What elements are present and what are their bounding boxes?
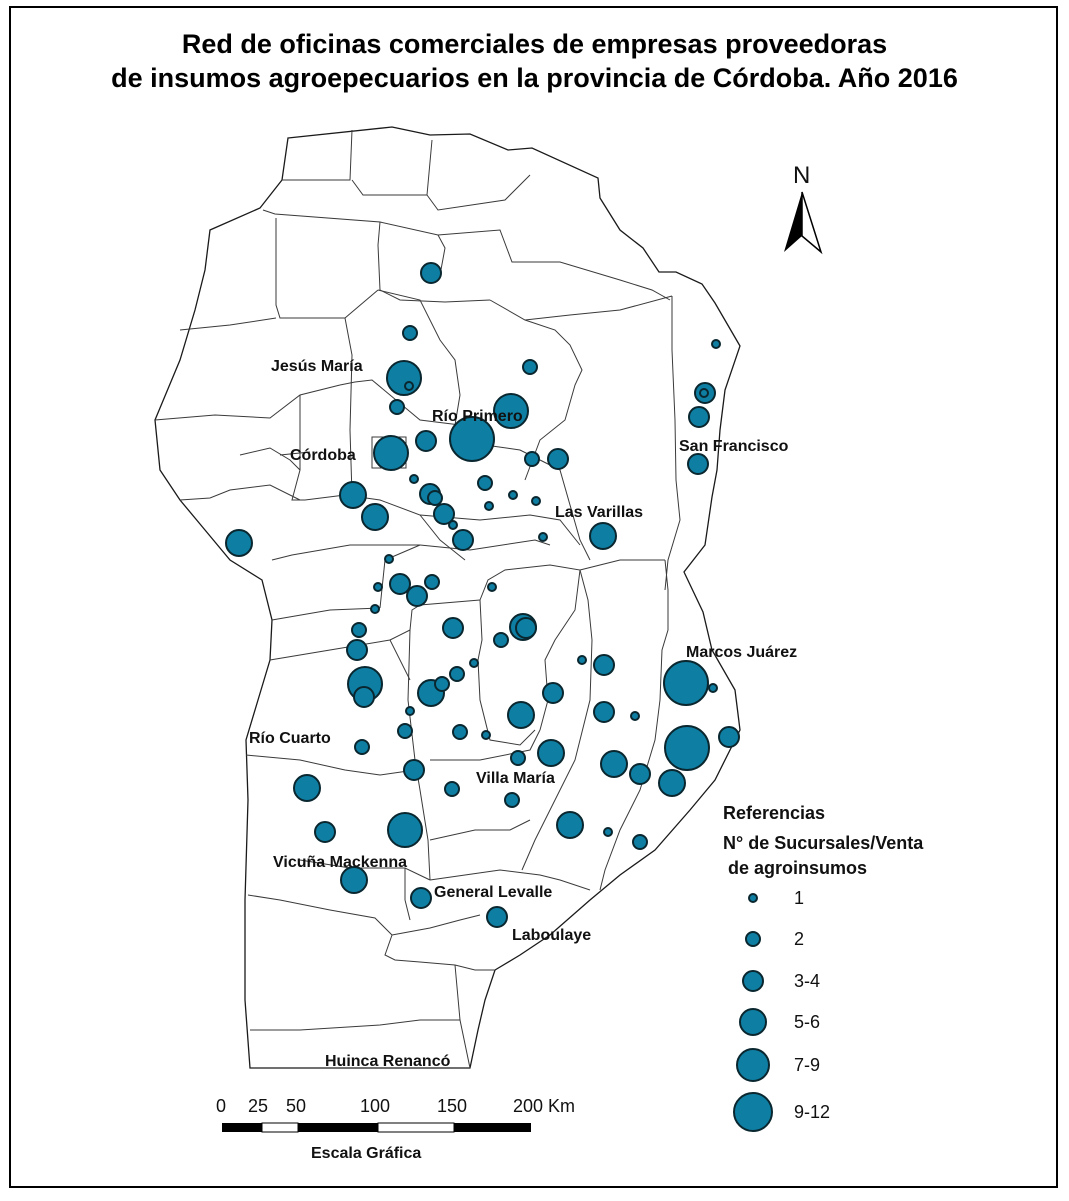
city-label-villa-maria: Villa María bbox=[476, 770, 555, 787]
office-marker bbox=[700, 389, 708, 397]
legend-symbol-3 bbox=[743, 971, 763, 991]
office-marker bbox=[689, 407, 709, 427]
scale-bar bbox=[216, 1096, 575, 1162]
office-marker bbox=[428, 491, 442, 505]
office-marker bbox=[516, 618, 536, 638]
office-marker bbox=[505, 793, 519, 807]
city-label-rio-primero: Río Primero bbox=[432, 408, 523, 425]
legend-symbol-4 bbox=[740, 1009, 766, 1035]
legend-class-label: 9-12 bbox=[794, 1102, 831, 1122]
city-label-laboulaye: Laboulaye bbox=[512, 927, 592, 944]
legend-class-label: 2 bbox=[794, 929, 805, 949]
office-marker bbox=[538, 740, 564, 766]
legend-title: Referencias bbox=[723, 803, 826, 823]
office-marker bbox=[719, 727, 739, 747]
scale-tick-label: 50 bbox=[286, 1096, 307, 1116]
office-marker bbox=[470, 659, 478, 667]
office-marker bbox=[435, 677, 449, 691]
office-marker bbox=[590, 523, 616, 549]
office-marker bbox=[387, 361, 421, 395]
office-marker bbox=[405, 382, 413, 390]
office-marker bbox=[523, 360, 537, 374]
office-marker bbox=[665, 726, 709, 770]
office-marker bbox=[509, 491, 517, 499]
scale-caption: Escala Gráfica bbox=[311, 1145, 422, 1162]
office-marker bbox=[594, 655, 614, 675]
office-marker bbox=[494, 633, 508, 647]
office-marker bbox=[453, 530, 473, 550]
office-marker bbox=[407, 586, 427, 606]
office-marker bbox=[374, 583, 382, 591]
scale-segment-4 bbox=[378, 1123, 454, 1132]
scale-tick-label: 200 Km bbox=[513, 1096, 576, 1116]
office-marker bbox=[511, 751, 525, 765]
scale-segment-2 bbox=[262, 1123, 298, 1132]
map-title-line-2: de insumos agroepecuarios en la provincia de Córdoba. Año 2016 bbox=[111, 63, 958, 93]
office-marker bbox=[340, 482, 366, 508]
office-marker bbox=[294, 775, 320, 801]
legend-class-label: 5-6 bbox=[794, 1012, 821, 1032]
office-marker bbox=[532, 497, 540, 505]
north-arrow-outline bbox=[802, 192, 821, 252]
office-marker bbox=[630, 764, 650, 784]
office-marker bbox=[354, 687, 374, 707]
legend-subtitle-2: de agroinsumos bbox=[728, 858, 868, 878]
city-label-jesus-maria: Jesús María bbox=[271, 358, 363, 375]
scale-segment-1 bbox=[222, 1123, 262, 1132]
office-marker bbox=[631, 712, 639, 720]
north-arrow-icon bbox=[784, 192, 802, 252]
office-marker bbox=[594, 702, 614, 722]
north-arrow bbox=[784, 162, 821, 252]
office-marker bbox=[425, 575, 439, 589]
office-marker bbox=[403, 326, 417, 340]
office-marker bbox=[539, 533, 547, 541]
office-marker bbox=[487, 907, 507, 927]
scale-segment-5 bbox=[454, 1123, 531, 1132]
scale-tick-label: 0 bbox=[216, 1096, 227, 1116]
legend-subtitle-1: N° de Sucursales/Venta bbox=[723, 833, 924, 853]
legend bbox=[723, 803, 924, 1131]
office-marker bbox=[355, 740, 369, 754]
scale-tick-labels bbox=[216, 1096, 575, 1116]
scale-tick-label: 100 bbox=[360, 1096, 391, 1116]
city-label-san-francisco: San Francisco bbox=[679, 438, 789, 455]
scale-segment-3 bbox=[298, 1123, 378, 1132]
legend-symbol-1 bbox=[749, 894, 757, 902]
office-marker bbox=[578, 656, 586, 664]
office-marker bbox=[450, 667, 464, 681]
legend-class-label: 1 bbox=[794, 888, 805, 908]
office-marker bbox=[445, 782, 459, 796]
office-marker bbox=[385, 555, 393, 563]
north-arrow-label: N bbox=[793, 162, 811, 189]
office-marker bbox=[488, 583, 496, 591]
office-marker bbox=[449, 521, 457, 529]
office-marker bbox=[659, 770, 685, 796]
legend-symbol-5 bbox=[737, 1049, 769, 1081]
legend-class-label: 7-9 bbox=[794, 1055, 821, 1075]
office-marker bbox=[688, 454, 708, 474]
office-marker bbox=[525, 452, 539, 466]
office-marker bbox=[388, 813, 422, 847]
office-marker bbox=[390, 400, 404, 414]
office-marker bbox=[712, 340, 720, 348]
city-label-general-levalle: General Levalle bbox=[434, 884, 553, 901]
office-marker bbox=[421, 263, 441, 283]
city-label-las-varillas: Las Varillas bbox=[555, 504, 644, 521]
office-marker bbox=[347, 640, 367, 660]
office-marker bbox=[410, 475, 418, 483]
office-marker bbox=[482, 731, 490, 739]
office-marker bbox=[315, 822, 335, 842]
office-marker bbox=[371, 605, 379, 613]
office-marker bbox=[226, 530, 252, 556]
office-marker bbox=[416, 431, 436, 451]
office-marker bbox=[352, 623, 366, 637]
office-marker bbox=[411, 888, 431, 908]
office-marker bbox=[390, 574, 410, 594]
city-label-marcos-juarez: Marcos Juárez bbox=[686, 644, 798, 661]
legend-symbol-2 bbox=[746, 932, 760, 946]
office-marker bbox=[508, 702, 534, 728]
province-outline bbox=[155, 127, 740, 1068]
map-title-line-1: Red de oficinas comerciales de empresas proveedoras bbox=[181, 29, 888, 59]
office-marker bbox=[362, 504, 388, 530]
legend-symbol-6 bbox=[734, 1093, 772, 1131]
city-label-vicuna-mackenna: Vicuña Mackenna bbox=[273, 854, 407, 871]
city-label-cordoba: Córdoba bbox=[290, 447, 356, 464]
city-label-rio-cuarto: Río Cuarto bbox=[249, 730, 331, 747]
office-marker bbox=[664, 661, 708, 705]
office-marker bbox=[548, 449, 568, 469]
office-marker bbox=[633, 835, 647, 849]
scale-tick-label: 25 bbox=[248, 1096, 269, 1116]
scale-tick-label: 150 bbox=[437, 1096, 468, 1116]
office-marker bbox=[398, 724, 412, 738]
office-marker bbox=[406, 707, 414, 715]
office-marker bbox=[543, 683, 563, 703]
office-marker bbox=[443, 618, 463, 638]
city-label-huinca-renanco: Huinca Renancó bbox=[325, 1053, 451, 1070]
office-marker bbox=[404, 760, 424, 780]
office-marker bbox=[478, 476, 492, 490]
office-marker bbox=[709, 684, 717, 692]
office-marker bbox=[557, 812, 583, 838]
office-marker bbox=[604, 828, 612, 836]
office-marker bbox=[601, 751, 627, 777]
office-marker bbox=[485, 502, 493, 510]
office-marker bbox=[374, 436, 408, 470]
legend-symbols bbox=[734, 888, 830, 1131]
legend-class-label: 3-4 bbox=[794, 971, 821, 991]
office-marker bbox=[453, 725, 467, 739]
